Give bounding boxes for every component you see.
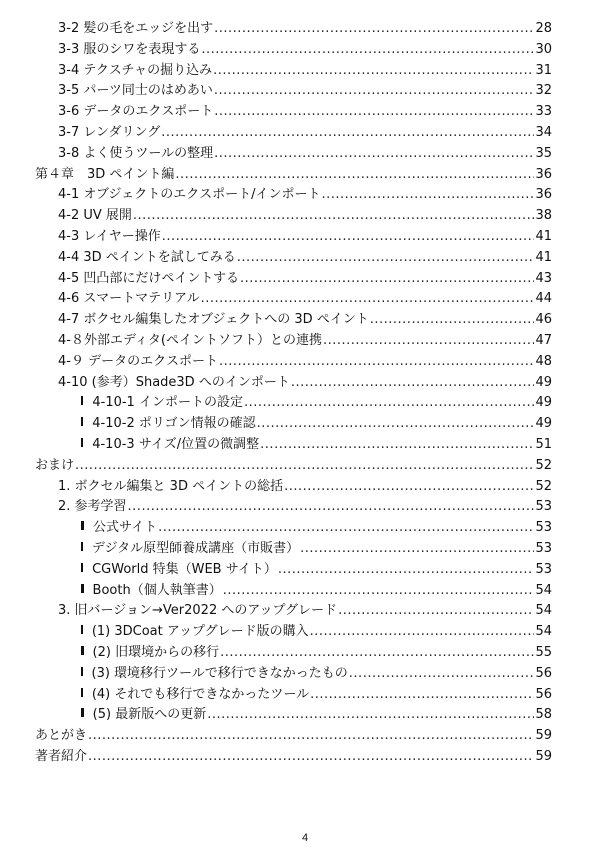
dot-leader xyxy=(158,518,534,539)
toc-entry-title: 4-1 オブジェクトのエクスポート/インポート xyxy=(58,187,321,203)
toc-entry-page: 49 xyxy=(535,395,552,411)
dot-leader xyxy=(214,81,535,102)
toc-entry-page: 28 xyxy=(535,21,552,36)
toc-entry-title: 4-８外部エディタ(ペイントソフト）との連携 xyxy=(58,332,322,348)
dot-leader xyxy=(278,560,535,581)
toc-entry-title: 4-10-1 インポートの設定 xyxy=(92,395,243,411)
toc-entry-title: 3-5 パーツ同士のはめあい xyxy=(58,83,213,99)
toc-entry-title: デジタル原型師養成講座（市販書） xyxy=(91,540,300,556)
toc-entry xyxy=(0,331,610,352)
toc-entry-title: (4) それでも移行できなかったツール xyxy=(91,686,310,702)
square-bullet-icon xyxy=(81,688,83,697)
toc-entry-page: 41 xyxy=(535,228,552,244)
toc-entry xyxy=(0,497,610,518)
dot-leader xyxy=(244,393,534,414)
toc-entry-page: 32 xyxy=(535,83,552,99)
dot-leader xyxy=(323,331,534,352)
toc-entry-title: 4-6 スマートマテリアル xyxy=(58,291,200,307)
toc-entry xyxy=(0,352,610,373)
toc-entry xyxy=(0,185,610,206)
dot-leader xyxy=(223,581,535,602)
toc-entry xyxy=(0,269,610,290)
dot-leader xyxy=(349,664,535,685)
toc-entry-page: 54 xyxy=(535,603,552,619)
toc-entry xyxy=(0,414,610,435)
square-bullet-icon xyxy=(81,563,83,572)
toc-entry-page: 33 xyxy=(535,104,552,120)
dot-leader xyxy=(201,40,534,61)
toc-entry-title: おまけ xyxy=(35,457,75,473)
square-bullet-icon xyxy=(81,708,84,717)
toc-entry-title: (2) 旧環境からの移行 xyxy=(92,644,220,660)
toc-entry xyxy=(0,622,610,643)
dot-leader xyxy=(88,747,534,768)
dot-leader xyxy=(214,19,534,40)
square-bullet-icon xyxy=(81,625,83,634)
square-bullet-icon xyxy=(81,521,84,530)
toc-entry-page: 59 xyxy=(535,748,552,764)
dot-leader xyxy=(310,685,534,706)
toc-entry-page: 56 xyxy=(535,665,552,681)
toc-entry xyxy=(0,144,610,165)
toc-entry-page: 46 xyxy=(535,312,552,328)
dot-leader xyxy=(213,61,534,82)
toc-entry-page: 59 xyxy=(535,728,552,744)
toc-entry xyxy=(0,601,610,622)
toc-entry-page: 53 xyxy=(535,520,552,536)
page-number: 4 xyxy=(301,832,309,844)
toc-entry-page: 55 xyxy=(535,644,552,660)
toc-entry xyxy=(0,581,610,602)
dot-leader xyxy=(161,123,534,144)
toc-entry-page: 38 xyxy=(535,208,552,224)
square-bullet-icon xyxy=(81,417,83,426)
square-bullet-icon xyxy=(81,646,84,655)
toc-entry-page: 48 xyxy=(535,353,552,369)
toc-entry-title: 3-6 データのエクスポート xyxy=(58,104,214,120)
toc-entry-page: 54 xyxy=(535,624,552,640)
toc-entry-title: 4-7 ボクセル編集したオブジェクトへの 3D ペイント xyxy=(58,312,369,328)
toc-entry xyxy=(0,435,610,456)
toc-entry-page: 31 xyxy=(535,62,552,78)
toc-entry xyxy=(0,310,610,331)
toc-entry xyxy=(0,19,610,40)
toc-entry-title: 著者紹介 xyxy=(35,748,88,764)
toc-entry-title: 3-3 服のシワを表現する xyxy=(58,41,201,57)
toc-entry xyxy=(0,248,610,269)
dot-leader xyxy=(88,726,534,747)
toc-entry-title: あとがき xyxy=(35,728,88,744)
toc-entry-page: 52 xyxy=(535,478,552,494)
toc-entry-page: 35 xyxy=(535,145,552,161)
table-of-contents xyxy=(0,19,610,768)
toc-entry-title: 3. 旧バージョン→Ver2022 へのアップグレード xyxy=(58,603,338,619)
toc-entry-title: 3-4 テクスチャの掘り込み xyxy=(58,62,213,78)
square-bullet-icon xyxy=(81,396,83,405)
toc-entry xyxy=(0,61,610,82)
toc-entry-title: (5) 最新版への更新 xyxy=(92,707,207,723)
toc-entry-title: 4-5 凹凸部にだけペイントする xyxy=(58,270,239,286)
toc-entry xyxy=(0,102,610,123)
toc-entry-page: 52 xyxy=(535,457,552,473)
toc-entry-title: 4-10-2 ポリゴン情報の確認 xyxy=(92,416,256,432)
toc-entry xyxy=(0,81,610,102)
square-bullet-icon xyxy=(81,438,83,447)
toc-entry-page: 47 xyxy=(535,332,552,348)
toc-entry-page: 54 xyxy=(535,582,552,598)
toc-entry-title: (1) 3DCoat アップグレード版の購入 xyxy=(91,624,309,640)
toc-entry xyxy=(0,685,610,706)
toc-entry-title: 4-3 レイヤー操作 xyxy=(58,228,161,244)
toc-entry xyxy=(0,747,610,768)
toc-entry xyxy=(0,643,610,664)
dot-leader xyxy=(207,705,534,726)
dot-leader xyxy=(214,102,534,123)
toc-entry-page: 36 xyxy=(535,166,552,182)
toc-entry xyxy=(0,726,610,747)
dot-leader xyxy=(75,456,534,477)
toc-entry-page: 36 xyxy=(535,187,552,203)
dot-leader xyxy=(219,352,534,373)
dot-leader xyxy=(175,165,534,186)
toc-entry-title: 4-4 3D ペイントを試してみる xyxy=(58,249,236,265)
toc-entry-title: 3-8 よく使うツールの整理 xyxy=(58,145,214,161)
toc-entry-title: 公式サイト xyxy=(93,520,158,536)
dot-leader xyxy=(162,227,535,248)
dot-leader xyxy=(201,289,535,310)
toc-entry xyxy=(0,123,610,144)
toc-entry xyxy=(0,393,610,414)
toc-entry-page: 58 xyxy=(535,707,552,723)
dot-leader xyxy=(133,206,535,227)
toc-entry-page: 34 xyxy=(535,124,552,140)
toc-entry xyxy=(0,705,610,726)
dot-leader xyxy=(240,269,534,290)
toc-entry-page: 51 xyxy=(535,436,552,452)
toc-entry-title: 第４章 3D ペイント編 xyxy=(35,166,175,182)
toc-entry-title: 4-９ データのエクスポート xyxy=(58,353,218,369)
dot-leader xyxy=(220,643,534,664)
dot-leader xyxy=(291,373,535,394)
toc-entry xyxy=(0,373,610,394)
toc-entry-title: 1. ボクセル編集と 3D ペイントの総括 xyxy=(58,478,284,494)
toc-entry-page: 53 xyxy=(535,561,552,577)
toc-entry xyxy=(0,206,610,227)
dot-leader xyxy=(128,497,535,518)
square-bullet-icon xyxy=(81,542,83,551)
toc-entry-page: 43 xyxy=(535,270,552,286)
toc-entry-title: (3) 環境移行ツールで移行できなかったもの xyxy=(91,665,348,681)
toc-entry xyxy=(0,456,610,477)
toc-entry xyxy=(0,539,610,560)
toc-entry-page: 30 xyxy=(535,41,552,57)
dot-leader xyxy=(257,414,535,435)
dot-leader xyxy=(321,185,534,206)
dot-leader xyxy=(338,601,534,622)
dot-leader xyxy=(260,435,534,456)
toc-entry xyxy=(0,518,610,539)
toc-entry-title: 4-10-3 サイズ/位置の微調整 xyxy=(92,436,260,452)
dot-leader xyxy=(370,310,535,331)
toc-entry xyxy=(0,165,610,186)
toc-entry-page: 49 xyxy=(535,416,552,432)
dot-leader xyxy=(237,248,535,269)
toc-entry xyxy=(0,40,610,61)
toc-entry-title: 2. 参考学習 xyxy=(58,499,127,515)
square-bullet-icon xyxy=(81,667,83,676)
toc-entry-page: 53 xyxy=(535,540,552,556)
toc-entry xyxy=(0,560,610,581)
toc-entry-page: 41 xyxy=(535,249,552,265)
toc-entry-page: 56 xyxy=(535,686,552,702)
toc-entry-page: 53 xyxy=(535,499,552,515)
dot-leader xyxy=(284,477,534,498)
toc-entry xyxy=(0,477,610,498)
toc-entry-title: 3-2 髪の毛をエッジを出す xyxy=(58,21,214,36)
toc-entry-title: CGWorld 特集（WEB サイト） xyxy=(92,561,277,577)
toc-entry xyxy=(0,289,610,310)
toc-entry-page: 44 xyxy=(535,291,552,307)
toc-entry-title: 4-2 UV 展開 xyxy=(58,208,132,224)
toc-entry-page: 49 xyxy=(535,374,552,390)
toc-entry xyxy=(0,664,610,685)
toc-entry-title: Booth（個人執筆書） xyxy=(92,582,222,598)
dot-leader xyxy=(310,622,535,643)
toc-entry xyxy=(0,227,610,248)
square-bullet-icon xyxy=(81,584,84,593)
toc-entry-title: 4-10 (参考）Shade3D へのインポート xyxy=(58,374,290,390)
toc-entry-title: 3-7 レンダリング xyxy=(58,124,161,140)
dot-leader xyxy=(214,144,534,165)
dot-leader xyxy=(300,539,534,560)
